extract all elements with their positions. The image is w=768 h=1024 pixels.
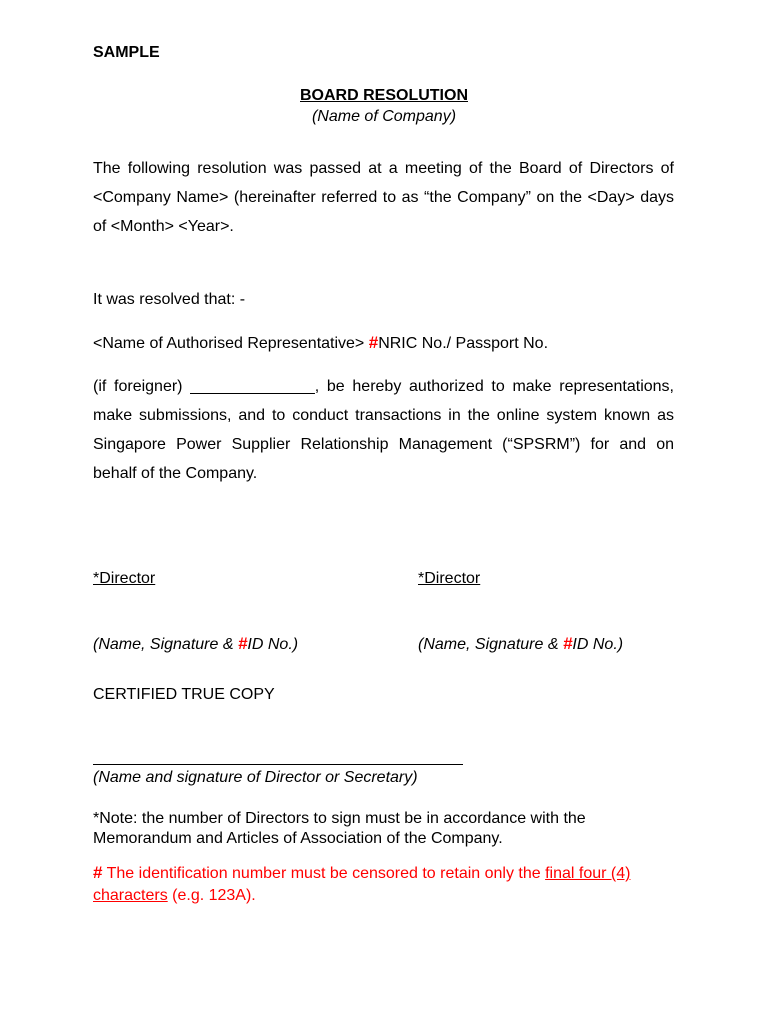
sample-label: SAMPLE [93, 44, 160, 61]
signature-line [93, 764, 463, 765]
representative-id-label: NRIC No./ Passport No. [378, 335, 549, 352]
director-1-label: *Director [93, 570, 156, 587]
director-caption-suffix: ID No.) [572, 636, 624, 653]
secretary-caption: (Name and signature of Director or Secretary) [93, 769, 418, 786]
hash-mark: # [562, 634, 573, 653]
director-caption-prefix: (Name, Signature & [418, 636, 563, 653]
director-2-caption [418, 634, 623, 654]
document-title: BOARD RESOLUTION [300, 87, 468, 104]
resolved-line: It was resolved that: - [93, 291, 246, 308]
director-caption-prefix: (Name, Signature & [93, 636, 238, 653]
document-subtitle: (Name of Company) [311, 108, 457, 125]
id-censor-note [93, 862, 683, 907]
representative-line [93, 333, 548, 353]
hash-mark: # [237, 634, 248, 653]
director-2-label: *Director [418, 570, 481, 587]
hash-mark: # [368, 333, 379, 352]
id-note-example: (e.g. 123A). [167, 887, 256, 904]
meeting-paragraph: The following resolution was passed at a meeting of the Board of Directors of <Company Name> (hereinafter referred to as “the Company” on the <Day> days of <Month> <Year>. [93, 160, 674, 235]
id-note-underlined: final four (4) characters [93, 865, 631, 904]
authorization-paragraph: (if foreigner) ______________, be hereby authorized to make representations, make submissions, and to conduct transactions in the online system known as Singapore Power Supplier Relationship Management (“SPSRM”) for and on behalf of the Company. [93, 378, 674, 482]
certified-true-copy: CERTIFIED TRUE COPY [93, 686, 275, 703]
directors-note: *Note: the number of Directors to sign must be in accordance with the Memorandum and Articles of Association of the Company. [93, 810, 586, 847]
director-1-caption [93, 634, 298, 654]
id-note-text: The identification number must be censored to retain only the [102, 865, 546, 882]
hash-mark: # [93, 863, 103, 882]
representative-name: <Name of Authorised Representative> [93, 335, 369, 352]
director-caption-suffix: ID No.) [247, 636, 299, 653]
